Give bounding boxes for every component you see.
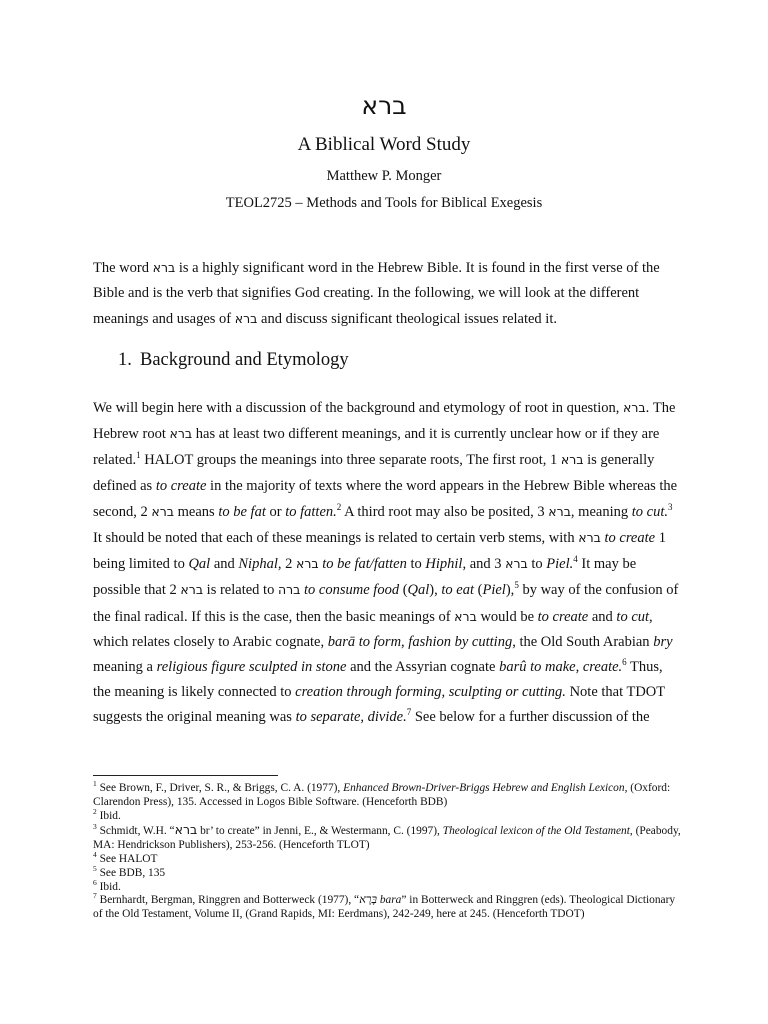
document-title: A Biblical Word Study [297,134,471,155]
course-name: TEOL2725 – Methods and Tools for Biblical Exegesis [225,195,543,211]
footnote-ref: 1 [136,450,141,461]
footnote-1: $^1$ See Brown, F., Driver, S. R., & Briggs, C. A. (1977), Enhanced Brown-Driver-Briggs Hebrew and English Lexicon, (Oxford: Clarendon Press), 135. Accessed in Logos Bible Software. (Henceforth BDB) [93,779,671,808]
intro-paragraph: The word ברא is a highly significant word in the Hebrew Bible. It is found in the first verse of the Bible and is the verb that signifies God creating. In the following, we will look at the different meanings and usages of ברא and discuss significant theological issues related it. [93,260,660,328]
footnote-4: $^4$ See HALOT [93,850,158,865]
footnote-6: $^6$ Ibid. [93,877,121,893]
footnote-7: $^7$ Bernhardt, Bergman, Ringgren and Botterweck (1977), “בָּרָא bara” in Botterweck and Ringgren (eds). Theological Dictionary of the Old Testament, Volume II, (Grand Rapids, MI: Eerdmans), 242-249, here at 245. (Henceforth TDOT) [93,891,676,921]
footnote-divider [93,775,278,776]
section-heading [118,347,349,373]
section-title: Background and Etymology [140,350,349,370]
footnote-5: $^5$ See BDB, 135 [93,863,166,879]
footnote-3: $^3$ Schmidt, W.H. “ברא br’ to create” in Jenni, E., & Westermann, C. (1997), Theological lexicon of the Old Testament, (Peabody, MA: Hendrickson Publishers), 253-256. (Henceforth TLOT) [93,822,681,852]
section-number: 1. [118,350,132,370]
footnote-ref: 5 [514,580,519,591]
footnote-2: $^2$ Ibid. [93,806,121,822]
hebrew-title: ברא [361,91,407,120]
section-paragraph: We will begin here with a discussion of the background and etymology of root in question, ברא. The Hebrew root ברא has at least two different meanings, and it is currently unclear how or if they are related.$^1$ HALOT groups the meanings into three separate roots, The first root, ברא 1 is generally defined as to create in the majority of texts where the word appears in the Hebrew Bible whereas the second, ברא 2 means to be fat or to fatten.$^2$ A third root may also be posited, ברא 3, meaning to cut.$^3$ It should be noted that each of these meanings is related to certain verb stems, with ברא to create 1 being limited to Qal and Niphal, ברא 2 to be fat/fatten to Hiphil, and ברא 3 to Piel.$^4$ It may be possible that ברא 2 is related to ברה to consume food (Qal), to eat (Piel),$^5$ by way of the confusion of the final radical. If this is the case, then the basic meanings of ברא would be to create and to cut, which relates closely to Arabic cognate, barā to form, fashion by cutting, the Old South Arabian bry meaning a religious figure sculpted in stone and the Assyrian cognate barû to make, create.$^6$ Thus, the meaning is likely connected to creation through forming, sculpting or cutting. Note that TDOT suggests the original meaning was to separate, divide.$^7$ See below for a further discussion of the [93,400,679,726]
author: Matthew P. Monger [326,168,442,184]
footnote-ref: 3 [667,501,673,512]
footnotes [93,779,683,922]
footnote-ref: 4 [573,554,578,565]
footnote-ref: 2 [336,501,342,512]
footnote-ref: 7 [406,707,412,718]
footnote-ref: 6 [622,657,627,668]
